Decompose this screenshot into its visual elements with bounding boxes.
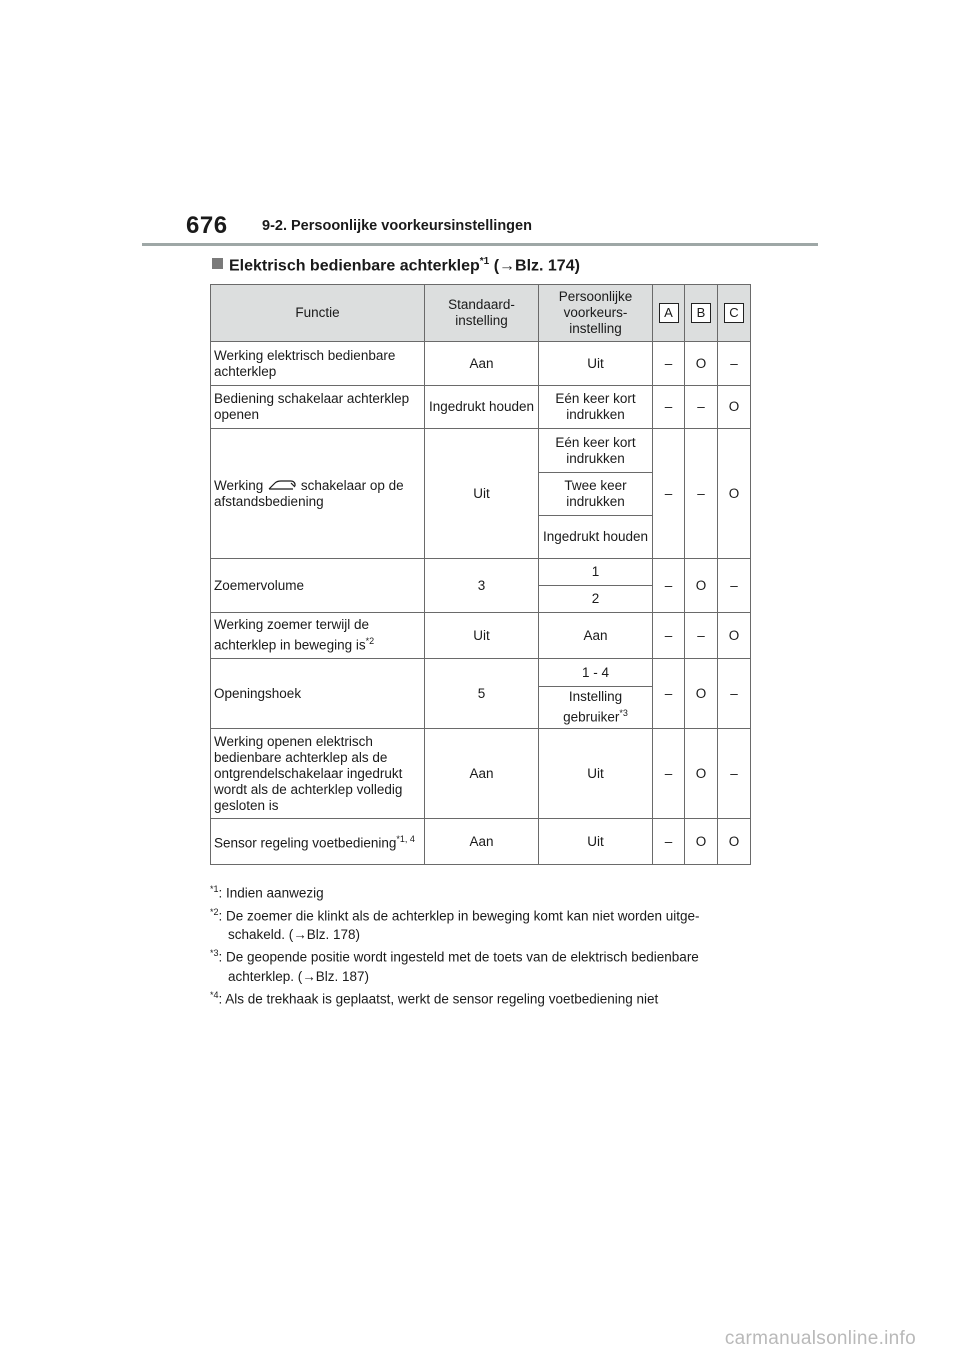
col-a-label: A	[659, 303, 679, 323]
row-a: –	[653, 429, 685, 559]
section-page-ref: (→Blz. 174)	[493, 257, 580, 275]
row-c: O	[718, 429, 751, 559]
table-row	[211, 819, 751, 865]
footnote-mark: *3	[210, 948, 219, 958]
row-c: –	[718, 559, 751, 613]
row-c: –	[718, 729, 751, 819]
row-custom-option: Twee keer indrukken	[539, 473, 653, 516]
row-custom: Uit	[539, 342, 653, 386]
footnote-text: : Indien aanwezig	[218, 885, 324, 901]
header-custom: Persoonlijke voorkeurs- instelling	[539, 285, 653, 342]
row-function	[211, 429, 425, 559]
row-b: O	[685, 659, 718, 729]
row-default: Aan	[425, 729, 539, 819]
footnote-text: : Als de trekhaak is geplaatst, werkt de sensor regeling voetbediening niet	[218, 991, 659, 1006]
row-custom-option: Ingedrukt houden	[539, 516, 653, 559]
row-custom-option: 2	[539, 586, 653, 613]
row-default: Uit	[425, 429, 539, 559]
row-a: –	[653, 729, 685, 819]
row-function: Werking openen elektrisch bedienbare achterklep als de ontgrendelschakelaar ingedrukt wordt als de achterklep volledig gesloten is	[211, 729, 425, 819]
row-default: 3	[425, 559, 539, 613]
footnote	[210, 880, 750, 903]
header-divider	[142, 243, 818, 246]
row-c: O	[718, 386, 751, 429]
row-custom-option-text: Instelling gebruiker	[563, 689, 623, 725]
row-default: Uit	[425, 613, 539, 659]
header-default: Standaard- instelling	[425, 285, 539, 342]
row-c: O	[718, 819, 751, 865]
row-default: Aan	[425, 342, 539, 386]
header-col-c	[718, 285, 751, 342]
footnotes	[210, 880, 750, 1008]
row-function-footnote-mark: *2	[365, 636, 375, 647]
row-default: Ingedrukt houden	[425, 386, 539, 429]
footnote-mark: *4	[210, 989, 219, 1000]
chapter-title: 9-2. Persoonlijke voorkeursinstellingen	[262, 218, 532, 234]
footnote-mark: *2	[210, 906, 219, 917]
table-row	[211, 659, 751, 687]
row-a: –	[653, 819, 685, 865]
row-b: O	[685, 559, 718, 613]
row-custom-option: 1	[539, 559, 653, 586]
row-function-text: Sensor regeling voetbediening	[214, 835, 397, 851]
row-default: Aan	[425, 819, 539, 865]
section-title-text: Elektrisch bedienbare achterklep	[229, 257, 480, 275]
footnote	[210, 944, 750, 986]
settings-table	[210, 284, 751, 865]
row-c: –	[718, 342, 751, 386]
row-custom-option	[539, 687, 653, 729]
row-a: –	[653, 659, 685, 729]
col-c-label: C	[724, 303, 744, 323]
footnote-text: : De geopende positie wordt ingesteld met de toets van de elektrisch bedienbare achterklep. (→Blz. 187)	[218, 949, 699, 984]
table-row	[211, 342, 751, 386]
table-row	[211, 429, 751, 473]
row-function: Werking elektrisch bedienbare achterklep	[211, 342, 425, 386]
table-row	[211, 613, 751, 659]
row-b: O	[685, 342, 718, 386]
table-row	[211, 559, 751, 586]
row-custom: Uit	[539, 819, 653, 865]
row-b: O	[685, 729, 718, 819]
row-function: Openingshoek	[211, 659, 425, 729]
row-a: –	[653, 342, 685, 386]
footnote-mark: *1	[210, 884, 219, 894]
row-function	[211, 819, 425, 865]
footnote	[210, 986, 750, 1009]
col-b-label: B	[691, 303, 711, 323]
row-custom: Eén keer kort indrukken	[539, 386, 653, 429]
row-b: –	[685, 429, 718, 559]
row-a: –	[653, 559, 685, 613]
table-header-row	[211, 285, 751, 342]
row-custom-footnote-mark: *3	[619, 708, 628, 719]
bullet-square-icon	[212, 258, 223, 269]
section-title-footnote-mark: *1	[479, 256, 490, 267]
row-custom: Uit	[539, 729, 653, 819]
footnote-text: : De zoemer die klinkt als de achterklep in beweging komt kan niet worden uitge-schakeld. (→Blz. 178)	[218, 908, 700, 942]
row-b: –	[685, 386, 718, 429]
row-default: 5	[425, 659, 539, 729]
row-function: Bediening schakelaar achterklep openen	[211, 386, 425, 429]
row-function-footnote-mark: *1, 4	[396, 834, 415, 845]
row-a: –	[653, 386, 685, 429]
row-c: O	[718, 613, 751, 659]
header-col-a	[653, 285, 685, 342]
row-function-pre: Werking	[214, 477, 264, 493]
tailgate-key-icon	[267, 479, 297, 491]
row-function	[211, 613, 425, 659]
footnote	[210, 903, 750, 945]
page-number: 676	[186, 212, 228, 239]
table-row	[211, 386, 751, 429]
row-function-text: Werking zoemer terwijl de achterklep in beweging is	[214, 617, 370, 653]
watermark: carmanualsonline.info	[724, 1328, 916, 1349]
table-row	[211, 729, 751, 819]
row-b: O	[685, 819, 718, 865]
row-b: –	[685, 613, 718, 659]
header-function: Functie	[211, 285, 425, 342]
row-custom-option: Eén keer kort indrukken	[539, 429, 653, 473]
row-a: –	[653, 613, 685, 659]
row-c: –	[718, 659, 751, 729]
row-custom-option: 1 - 4	[539, 659, 653, 687]
header-col-b	[685, 285, 718, 342]
section-title	[212, 256, 580, 275]
row-function-post: schakelaar op de afstandsbediening	[214, 477, 404, 509]
row-custom: Aan	[539, 613, 653, 659]
row-function: Zoemervolume	[211, 559, 425, 613]
